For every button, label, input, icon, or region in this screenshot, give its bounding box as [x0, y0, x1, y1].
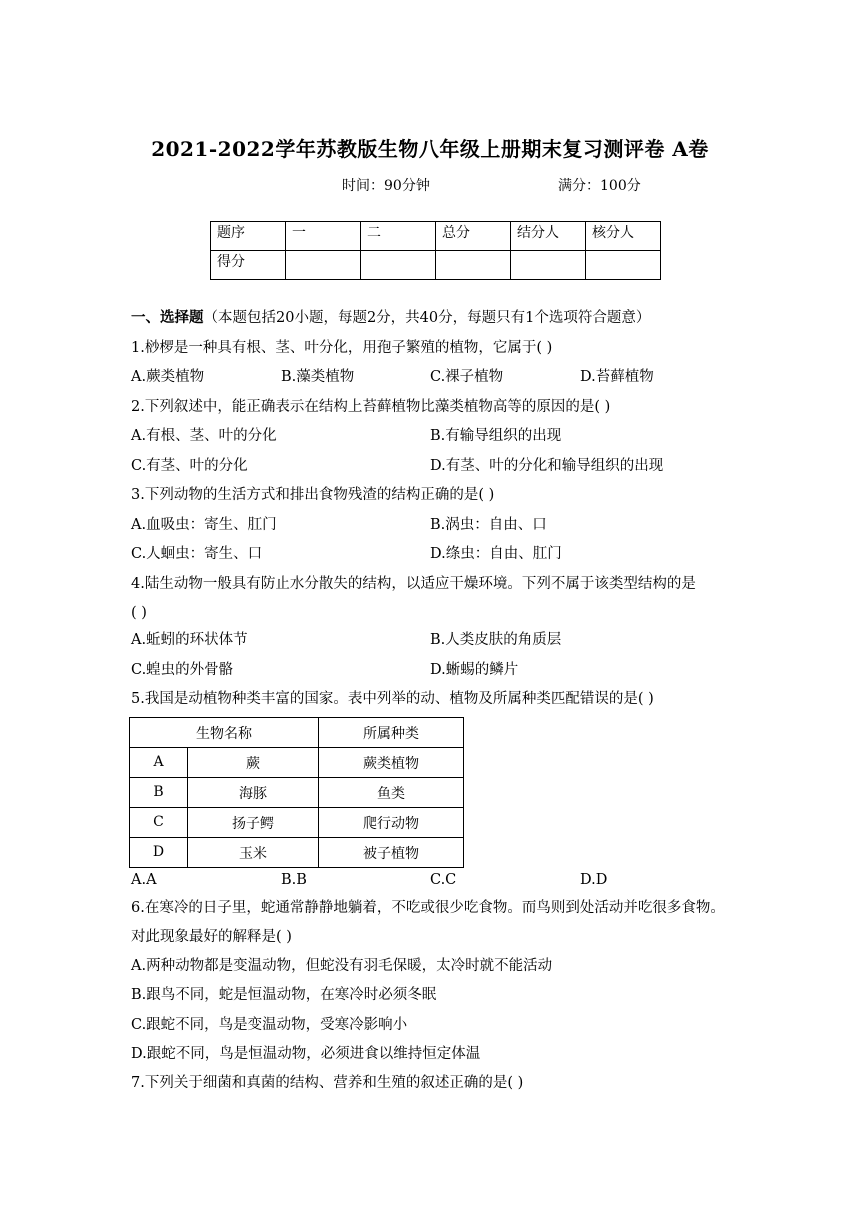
q1-option-d[interactable]: D.苔藓植物	[580, 369, 654, 385]
organism-name: 海豚	[188, 778, 319, 808]
q6-option-c[interactable]: C.跟蛇不同，鸟是变温动物，受寒冷影响小	[131, 1017, 408, 1033]
question-5-stem: 5.我国是动植物种类丰富的国家。表中列举的动、植物及所属种类匹配错误的是( )	[131, 691, 654, 707]
score-table	[210, 221, 661, 280]
q4-option-a[interactable]: A.蚯蚓的环状体节	[131, 632, 248, 648]
score-cell[interactable]	[586, 251, 661, 280]
row-label: C	[130, 808, 188, 838]
q5-option-b[interactable]: B.B	[281, 872, 307, 888]
score-header-cell: 题序	[211, 222, 286, 251]
q6-option-a[interactable]: A.两种动物都是变温动物，但蛇没有羽毛保暖，太冷时就不能活动	[131, 958, 553, 974]
q6-option-b[interactable]: B.跟鸟不同，蛇是恒温动物，在寒冷时必须冬眠	[131, 987, 437, 1003]
section-note: （本题包括20小题，每题2分，共40分，每题只有1个选项符合题意）	[203, 310, 651, 326]
organism-category: 被子植物	[319, 838, 464, 868]
organism-category: 蕨类植物	[319, 748, 464, 778]
q6-option-d[interactable]: D.跟蛇不同，鸟是恒温动物，必须进食以维持恒定体温	[131, 1046, 481, 1062]
q1-option-b[interactable]: B.藻类植物	[281, 369, 355, 385]
header-category: 所属种类	[319, 718, 464, 748]
table-row	[130, 838, 464, 868]
q3-option-c[interactable]: C.人蛔虫：寄生、口	[131, 546, 263, 562]
q2-option-d[interactable]: D.有茎、叶的分化和输导组织的出现	[430, 458, 664, 474]
organism-table-header	[130, 718, 464, 748]
question-6-stem: 6.在寒冷的日子里，蛇通常静静地躺着，不吃或很少吃食物。而鸟则到处活动并吃很多食物。	[131, 900, 725, 916]
score-row-label: 得分	[211, 251, 286, 280]
q4-option-d[interactable]: D.蜥蜴的鳞片	[430, 662, 519, 678]
row-label: D	[130, 838, 188, 868]
exam-time: 时间：90分钟	[342, 178, 430, 194]
question-6-stem-cont: 对此现象最好的解释是( )	[131, 929, 292, 945]
row-label: A	[130, 748, 188, 778]
q1-option-a[interactable]: A.蕨类植物	[131, 369, 205, 385]
q3-option-b[interactable]: B.涡虫：自由、口	[430, 517, 547, 533]
table-row	[130, 748, 464, 778]
score-header-cell: 核分人	[586, 222, 661, 251]
score-header-cell: 二	[361, 222, 436, 251]
question-3-stem: 3.下列动物的生活方式和排出食物残渣的结构正确的是( )	[131, 487, 495, 503]
score-cell[interactable]	[361, 251, 436, 280]
question-1-stem: 1.桫椤是一种具有根、茎、叶分化，用孢子繁殖的植物，它属于( )	[131, 340, 553, 356]
organism-category: 爬行动物	[319, 808, 464, 838]
q1-option-c[interactable]: C.裸子植物	[430, 369, 504, 385]
score-cell[interactable]	[286, 251, 361, 280]
organism-category: 鱼类	[319, 778, 464, 808]
score-table-score-row	[211, 251, 661, 280]
score-header-cell: 总分	[436, 222, 511, 251]
q2-option-c[interactable]: C.有茎、叶的分化	[131, 458, 248, 474]
q5-option-c[interactable]: C.C	[430, 872, 457, 888]
page-title: 2021-2022学年苏教版生物八年级上册期末复习测评卷 A卷	[151, 137, 709, 161]
question-4-stem-cont: ( )	[131, 605, 147, 621]
question-2-stem: 2.下列叙述中，能正确表示在结构上苔藓植物比藻类植物高等的原因的是( )	[131, 399, 611, 415]
score-cell[interactable]	[511, 251, 586, 280]
table-row	[130, 778, 464, 808]
question-4-stem: 4.陆生动物一般具有防止水分散失的结构，以适应干燥环境。下列不属于该类型结构的是	[131, 576, 696, 592]
section-heading	[131, 308, 650, 328]
score-header-cell: 结分人	[511, 222, 586, 251]
q5-option-d[interactable]: D.D	[580, 872, 608, 888]
section-title: 一、选择题	[131, 309, 204, 326]
table-row	[130, 808, 464, 838]
q2-option-a[interactable]: A.有根、茎、叶的分化	[131, 428, 277, 444]
q5-option-a[interactable]: A.A	[131, 872, 157, 888]
q4-option-c[interactable]: C.蝗虫的外骨骼	[131, 662, 234, 678]
organism-name: 扬子鳄	[188, 808, 319, 838]
q3-option-a[interactable]: A.血吸虫：寄生、肛门	[131, 517, 277, 533]
score-cell[interactable]	[436, 251, 511, 280]
row-label: B	[130, 778, 188, 808]
full-score: 满分：100分	[558, 178, 641, 194]
q3-option-d[interactable]: D.绦虫：自由、肛门	[430, 546, 562, 562]
q4-option-b[interactable]: B.人类皮肤的角质层	[430, 632, 562, 648]
header-organism-name: 生物名称	[130, 718, 319, 748]
organism-table	[129, 717, 464, 868]
score-table-header-row	[211, 222, 661, 251]
q2-option-b[interactable]: B.有输导组织的出现	[430, 428, 562, 444]
organism-name: 玉米	[188, 838, 319, 868]
organism-name: 蕨	[188, 748, 319, 778]
score-header-cell: 一	[286, 222, 361, 251]
question-7-stem: 7.下列关于细菌和真菌的结构、营养和生殖的叙述正确的是( )	[131, 1075, 524, 1091]
